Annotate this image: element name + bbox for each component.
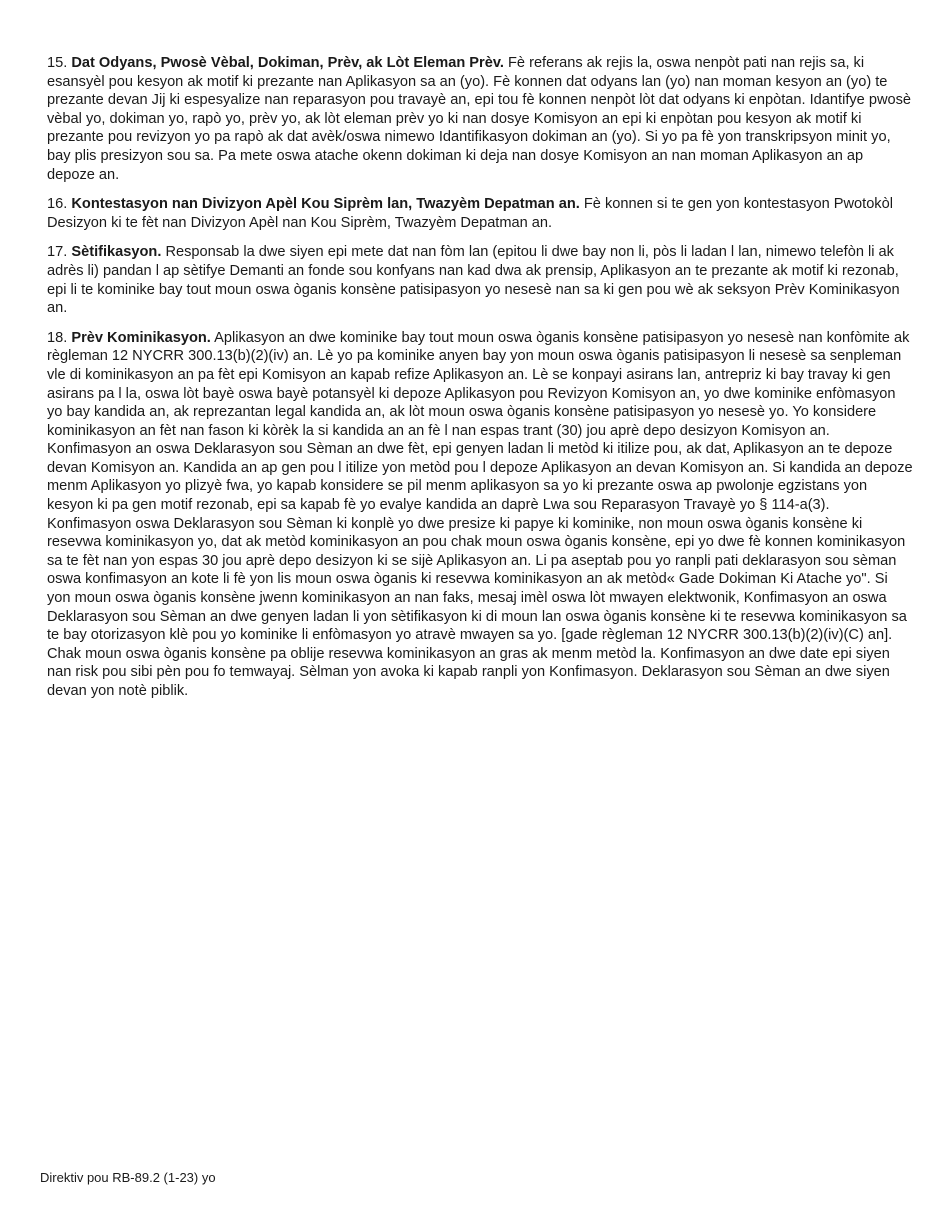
section-body: Responsab la dwe siyen epi mete dat nan fòm lan (epitou li dwe bay non li, pòs li ladan l lan, nimewo telefòn li ak adrès li) pandan l ap sètifye Demanti an fonde sou konfyans nan kad dwa ak prensip, Aplikasyon an te prezante ak motif ki rezonab, epi li te kominike bay tout moun oswa òganis konsène patisipasyon yo nesesè nan sa ki gen pou wè ak seksyon Prèv Kominikasyon an.: [47, 244, 900, 317]
section-number: 16.: [47, 196, 68, 213]
form-footer: Direktiv pou RB-89.2 (1-23) yo: [40, 1170, 216, 1185]
section-body: Fè konnen si te gen yon kontestasyon Pwotokòl Desizyon ki te fèt nan Divizyon Apèl nan Kou Siprèm, Twazyèm Depatman an.: [47, 196, 893, 231]
section-17: [47, 243, 914, 317]
section-number: 18.: [47, 329, 68, 346]
instructions-content: [47, 54, 914, 712]
section-heading: Sètifikasyon.: [71, 244, 162, 261]
section-15: [47, 54, 914, 184]
section-body: Aplikasyon an dwe kominike bay tout moun oswa òganis konsène patisipasyon yo nesesè nan konfòmite ak règleman 12 NYCRR 300.13(b)(2)(iv) an. Lè yo pa kominike anyen bay yon moun oswa òganis patisipasyon li nesesè sa senpleman vle di kominikasyon an pa fèt epi Komisyon an kapab refize Aplikasyon an. Lè se konpayi asirans lan, antrepriz ki bay travay ki gen asirans pa l la, oswa lòt bayè oswa bayè potansyèl ki depoze Aplikasyon pou Revizyon Komisyon an, yo dwe kominike enfòmasyon yo bay kandida an, ak reprezantan legal kandida an, ak lòt moun oswa òganis konsène patisipasyon yo nesesè yo. Yo konsidere kominikasyon an fèt nan fason ki kòrèk la si kandida an an fè l nan espas trant (30) jou aprè depo desizyon Komisyon an. Konfimasyon an oswa Deklarasyon sou Sèman an dwe fèt, epi genyen ladan li metòd ki itilize pou, ak dat, Aplikasyon an te depoze devan Komisyon an. Kandida an ap gen pou l itilize yon metòd pou l depoze Aplikasyon an devan Komisyon an. Si kandida an depoze menm Aplikasyon yo plizyè fwa, yo kapab konsidere se pil menm aplikasyon sa yo ki prezante oswa ap pwolonje egzistans yon kesyon ki pa gen motif rezonab, epi sa kapab fè yo evalye kandida an daprè Lwa sou Reparasyon Travayè yo § 114-a(3). Konfimasyon oswa Deklarasyon sou Sèman ki konplè yo dwe presize ki papye ki kominike, non moun oswa òganis konsène ki resevwa kominikasyon yo, dat ak metòd kominikasyon an pou chak moun oswa òganis konsène, epi yo dwe fè konnen kominikasyon sa te fèt nan yon espas 30 jou aprè depo desizyon ki se sijè Aplikasyon an. Li pa aseptab pou yo ranpli pati deklarasyon sou sèman oswa konfimasyon an kote li fè yon lis moun oswa òganis ki resevwa kominikasyon an ak metòd« Gade Dokiman Ki Atache yo". Si yon moun oswa òganis konsène jwenn kominikasyon an nan faks, mesaj imèl oswa lòt mwayen elektwonik, Konfimasyon an oswa Deklarasyon sou Sèman an dwe genyen ladan li yon sètifikasyon ki di moun lan oswa òganis konsène ki te resevwa kominikasyon sa te bay otorizasyon klè pou yo kominike li enfòmasyon yo atravè mwayen sa yo. [gade règleman 12 NYCRR 300.13(b)(2)(iv)(C) an]. Chak moun oswa òganis konsène pa oblije resevwa kominikasyon an gras ak menm metòd la. Konfimasyon an dwe date epi siyen nan risk pou sibi pèn pou fo temwayaj. Sèlman yon avoka ki kapab ranpli yon Konfimasyon. Deklarasyon sou Sèman an dwe siyen devan yon notè piblik.: [47, 329, 913, 699]
section-18: [47, 329, 914, 701]
section-heading: Kontestasyon nan Divizyon Apèl Kou Siprèm lan, Twazyèm Depatman an.: [71, 196, 580, 213]
section-heading: Dat Odyans, Pwosè Vèbal, Dokiman, Prèv, ak Lòt Eleman Prèv.: [71, 55, 504, 71]
section-16: [47, 195, 914, 232]
section-body: Fè referans ak rejis la, oswa nenpòt pati nan rejis sa, ki esansyèl pou kesyon ak motif ki prezante nan Aplikasyon sa an (yo). Fè konnen dat odyans lan (yo) nan moman kesyon an (yo) te prezante devan Jij ki espesyalize nan reparasyon pou travayè an, epi tou fè konnen nenpòt lòt dat odyans ki enpòtan. Idantifye pwosè vèbal yo, dokiman yo, rapò yo, prèv yo, ak lòt eleman prèv yo ki nan dosye Komisyon an epi ki enpòtan pou kesyon ak motif ki prezante pou revizyon yo pa rapò ak dat avèk/oswa nimewo Idantifikasyon dokiman an (yo). Si yo pa fè yon transkripsyon minit yo, bay plis presizyon sou sa. Pa mete oswa atache okenn dokiman ki deja nan dosye Komisyon an nan moman Aplikasyon an ap depoze an.: [47, 55, 912, 183]
section-heading: Prèv Kominikasyon.: [71, 329, 211, 346]
section-number: 17.: [47, 244, 68, 261]
section-number: 15.: [47, 55, 68, 71]
